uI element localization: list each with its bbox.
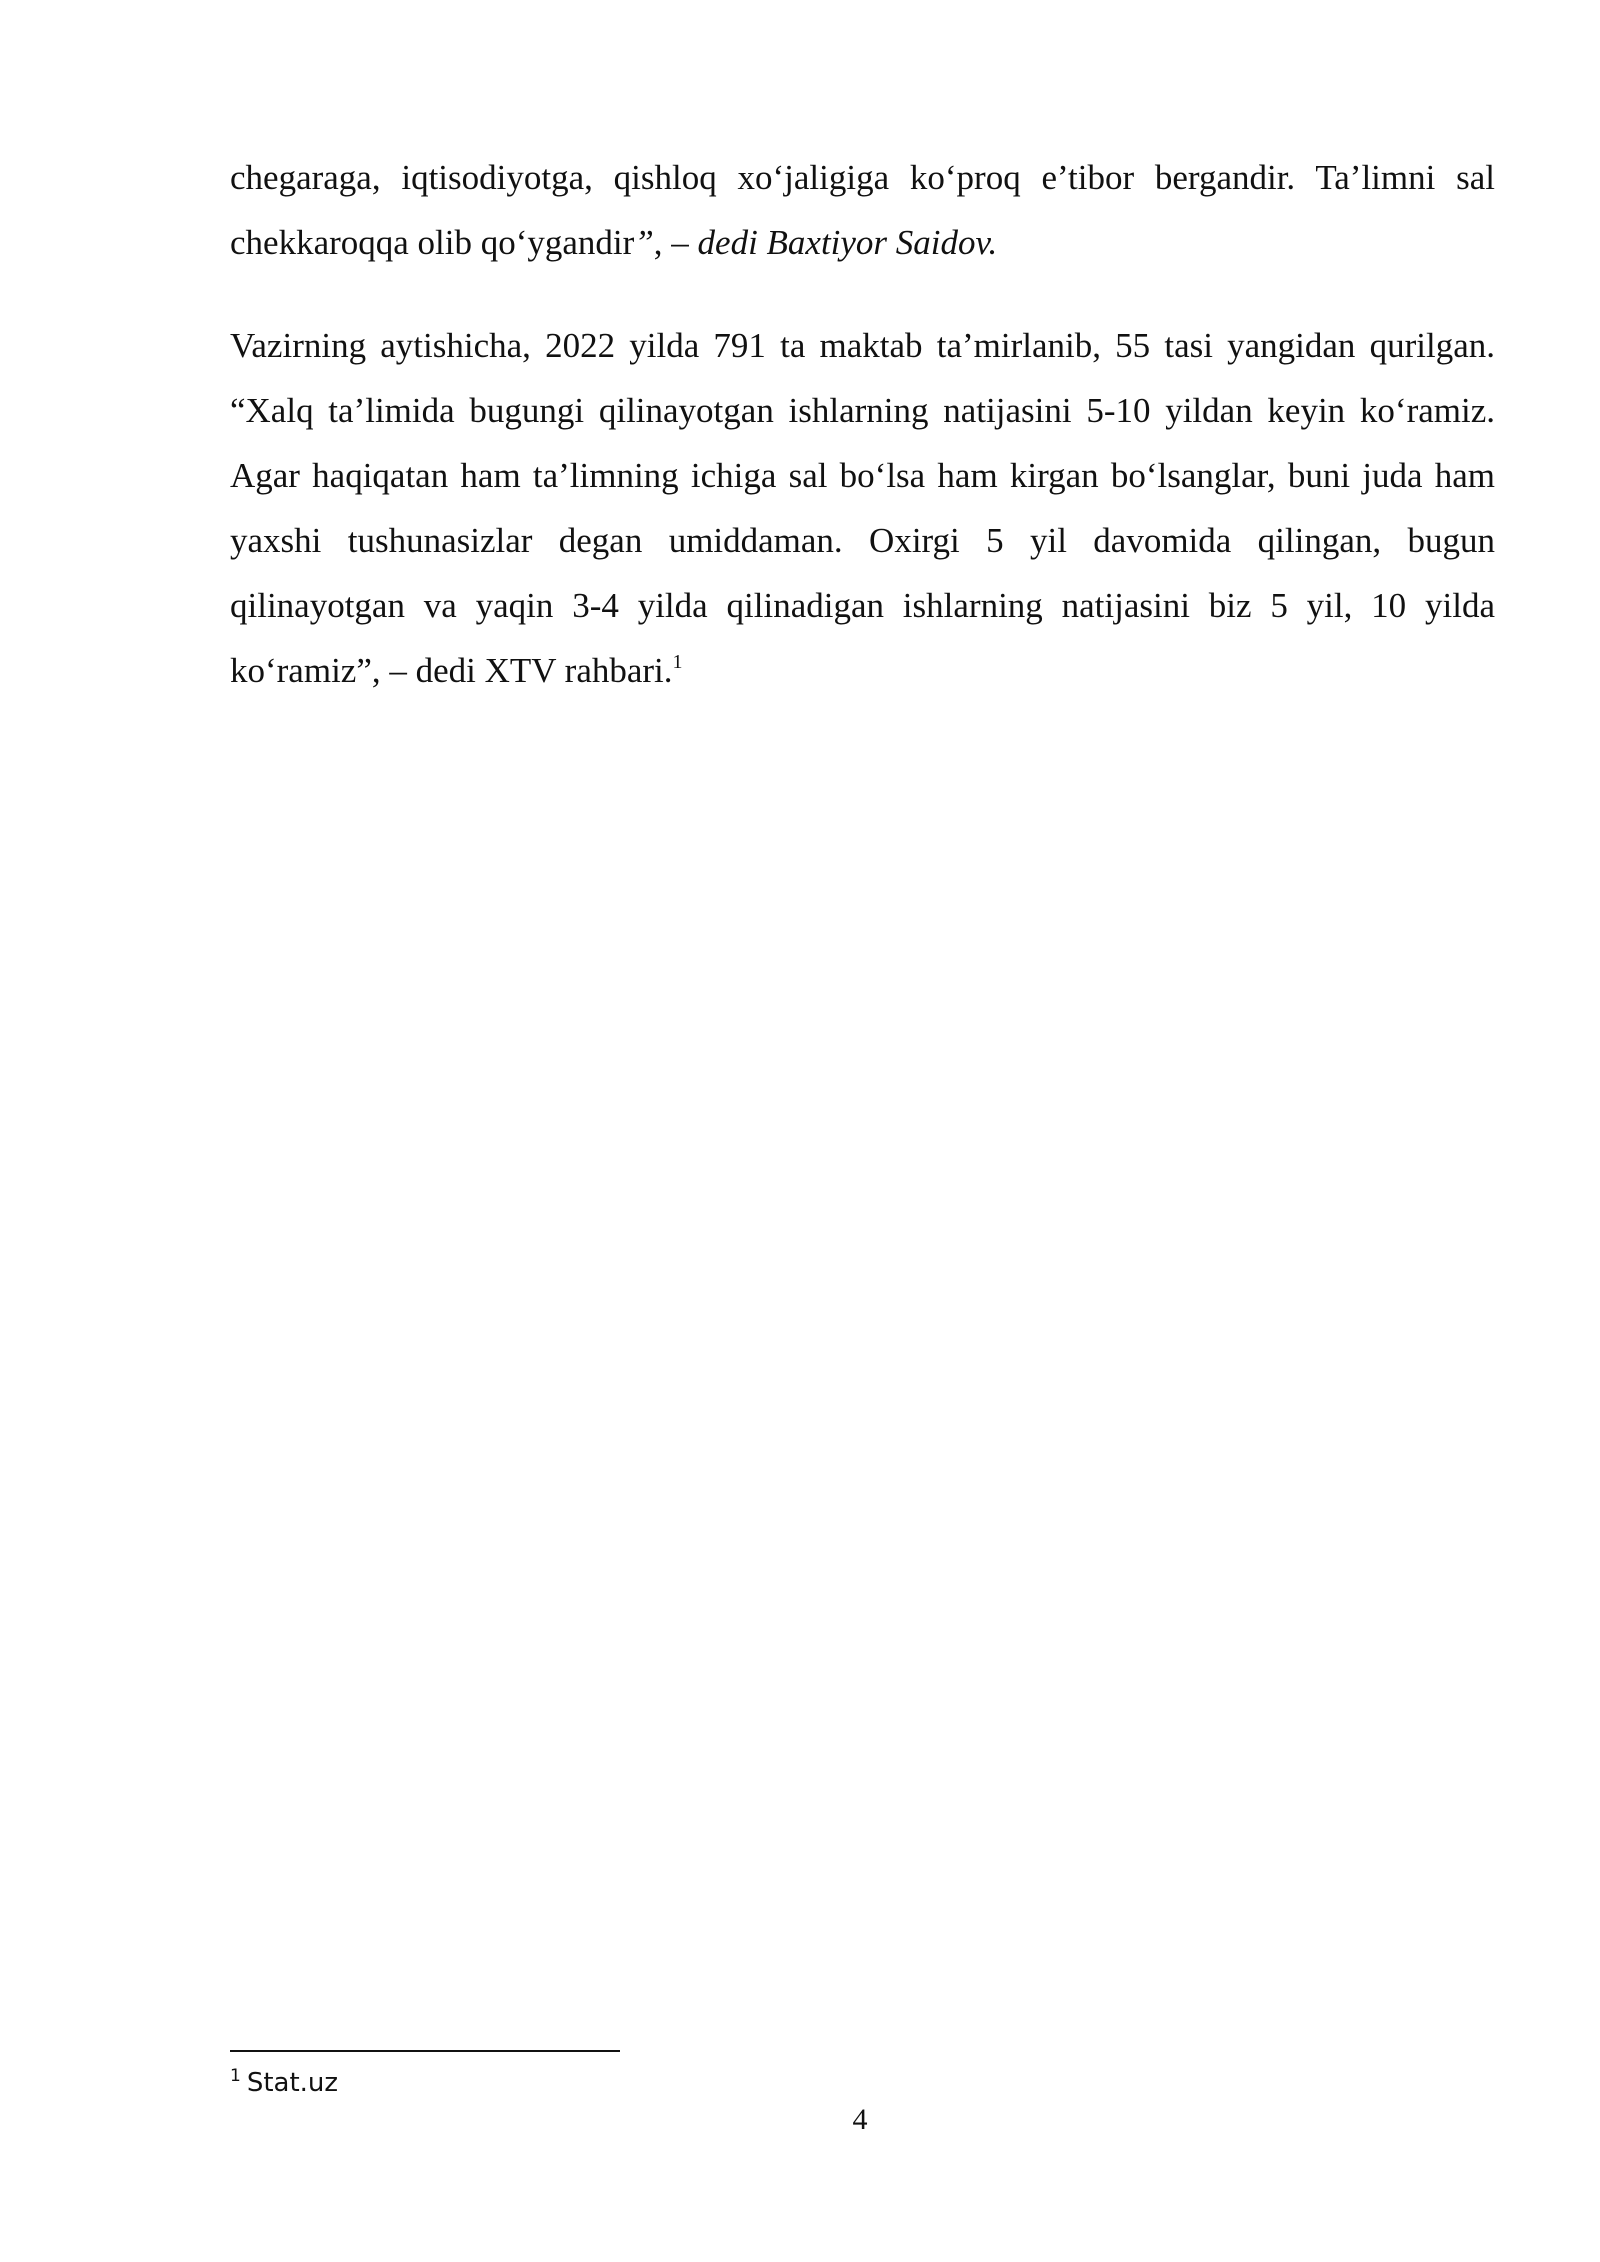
- body-paragraph-1: [230, 145, 1495, 275]
- closing-quote: ”: [634, 223, 654, 262]
- footnote-number: 1: [230, 2066, 241, 2086]
- footnote: [230, 2063, 338, 2103]
- paragraph-1-text: chegaraga, iqtisodiyotga, qishloq xo‘jaligiga ko‘proq e’tibor bergandir. Ta’limni sal chekkaroqqa olib qo‘ygandir: [230, 158, 1495, 262]
- body-paragraph-2: [230, 313, 1495, 703]
- footnote-text: Stat.uz: [246, 2068, 339, 2098]
- attribution: – dedi Baxtiyor Saidov.: [671, 223, 998, 262]
- footnote-separator: [230, 2050, 620, 2052]
- footnote-reference[interactable]: 1: [672, 651, 683, 673]
- page-number: 4: [852, 2103, 868, 2136]
- paragraph-2-text: Vazirning aytishicha, 2022 yilda 791 ta maktab ta’mirlanib, 55 tasi yangidan qurilgan. “Xalq ta’limida bugungi qilinayotgan ishlarning natijasini 5-10 yildan keyin ko‘ramiz. Agar haqiqatan ham ta’limning ichiga sal bo‘lsa ham kirgan bo‘lsanglar, buni juda ham yaxshi tushunasizlar degan umiddaman. Oxirgi 5 yil davomida qilingan, bugun qilinayotgan va yaqin 3-4 yilda qilinadigan ishlarning natijasini biz 5 yil, 10 yilda ko‘ramiz”, – dedi XTV rahbari.: [230, 326, 1495, 690]
- separator: ,: [653, 223, 672, 262]
